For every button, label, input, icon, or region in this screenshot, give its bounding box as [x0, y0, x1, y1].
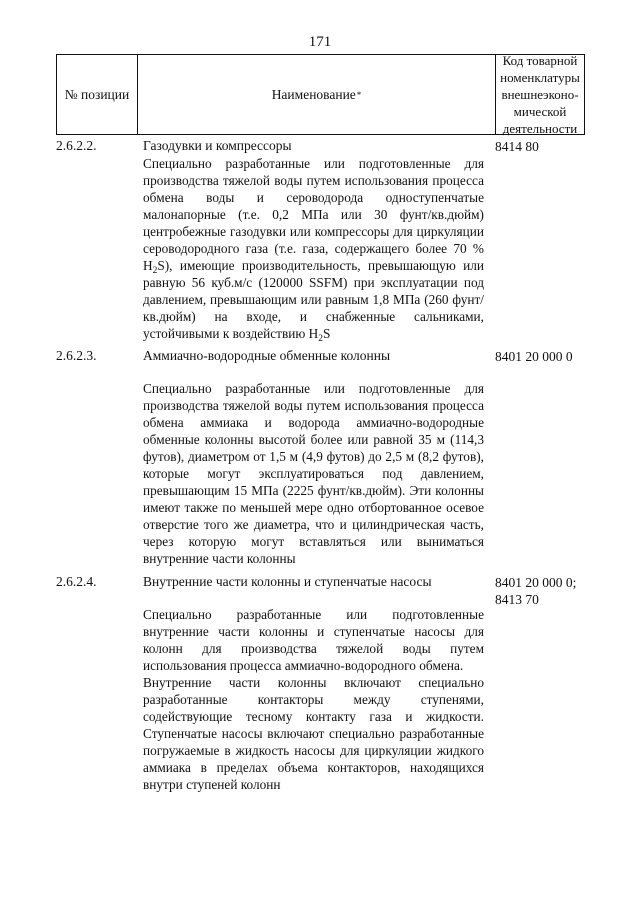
table-header — [56, 54, 585, 135]
row-title: Внутренние части колонны и ступенчатые насосы — [143, 574, 432, 589]
description-paragraph: Специально разработанные или подготовленные для производства тяжелой воды путем использования процесса обмена аммиака и водорода аммиачно-водородные обменные колонны высотой более или равной 35 м (114,3 футов), диаметром от 1,5 м (4,9 футов) до 2,5 м (8,2 футов), которые могут эксплуатироваться под давлением, превышающим 15 МПа (2225 фунт/кв.дюйм). Эти колонны имеют также по меньшей мере одно отбортованное осевое отверстие того же диаметра, что и цилиндрическая часть, через которую могут вставляться или выниматься внутренние части колонны — [143, 381, 484, 566]
description-paragraph: Специально разработанные или подготовленные для производства тяжелой воды путем использования процесса обмена воды и сероводорода одноступенчатые малонапорные (т.е. 0,2 МПа или 30 фунт/кв.дюйм) центробежные газодувки или компрессоры для циркуляции сероводородного газа (т.е. газа, содержащего более 70 % $H_2S$), имеющие производительность, превышающую или равную 56 куб.м/с (120000 SSFM) при эксплуатации под давлением, превышающим или равным 1,8 МПа (260 фунт/кв.дюйм) на входе, и снабженные сальниками, устойчивыми к воздействию $H_2S$ — [143, 156, 484, 344]
row-code: 8414 80 — [495, 139, 539, 154]
header-code: Код товарной номенклатуры внешнеэконо-мической деятельности — [500, 53, 580, 136]
header-position: № позиции — [57, 55, 138, 134]
description-paragraph: Внутренние части колонны включают специально разработанные контакторы между ступенями, содействующие тесному контакту газа и жидкости. Ступенчатые насосы включают специально разработанные погружаемые в жидкость насосы для циркуляции жидкого аммиака в пределах объема контакторов, находящихся внутри ступеней колонн — [143, 675, 484, 792]
row-code-1: 8401 20 000 0; — [495, 575, 577, 590]
row-title: Газодувки и компрессоры — [143, 138, 292, 153]
row-code: 8401 20 000 0 — [495, 349, 573, 364]
row-position: 2.6.2.4. — [56, 574, 97, 589]
row-title: Аммиачно-водородные обменные колонны — [143, 348, 391, 363]
header-name — [138, 55, 496, 134]
page-number: 171 — [308, 34, 332, 50]
description-paragraph: Специально разработанные или подготовленные внутренние части колонны и ступенчатые насосы для колонн для производства тяжелой воды путем использования процесса аммиачно-водородного обмена. — [143, 607, 484, 673]
row-description — [143, 606, 484, 793]
row-description — [143, 380, 484, 567]
header-name-label: Наименование — [271, 86, 356, 102]
row-position: 2.6.2.3. — [56, 348, 97, 363]
row-code — [495, 574, 591, 608]
row-description — [143, 155, 484, 342]
row-position: 2.6.2.2. — [56, 138, 97, 153]
row-code-2: 8413 70 — [495, 592, 539, 607]
footnote-mark: * — [356, 89, 362, 100]
